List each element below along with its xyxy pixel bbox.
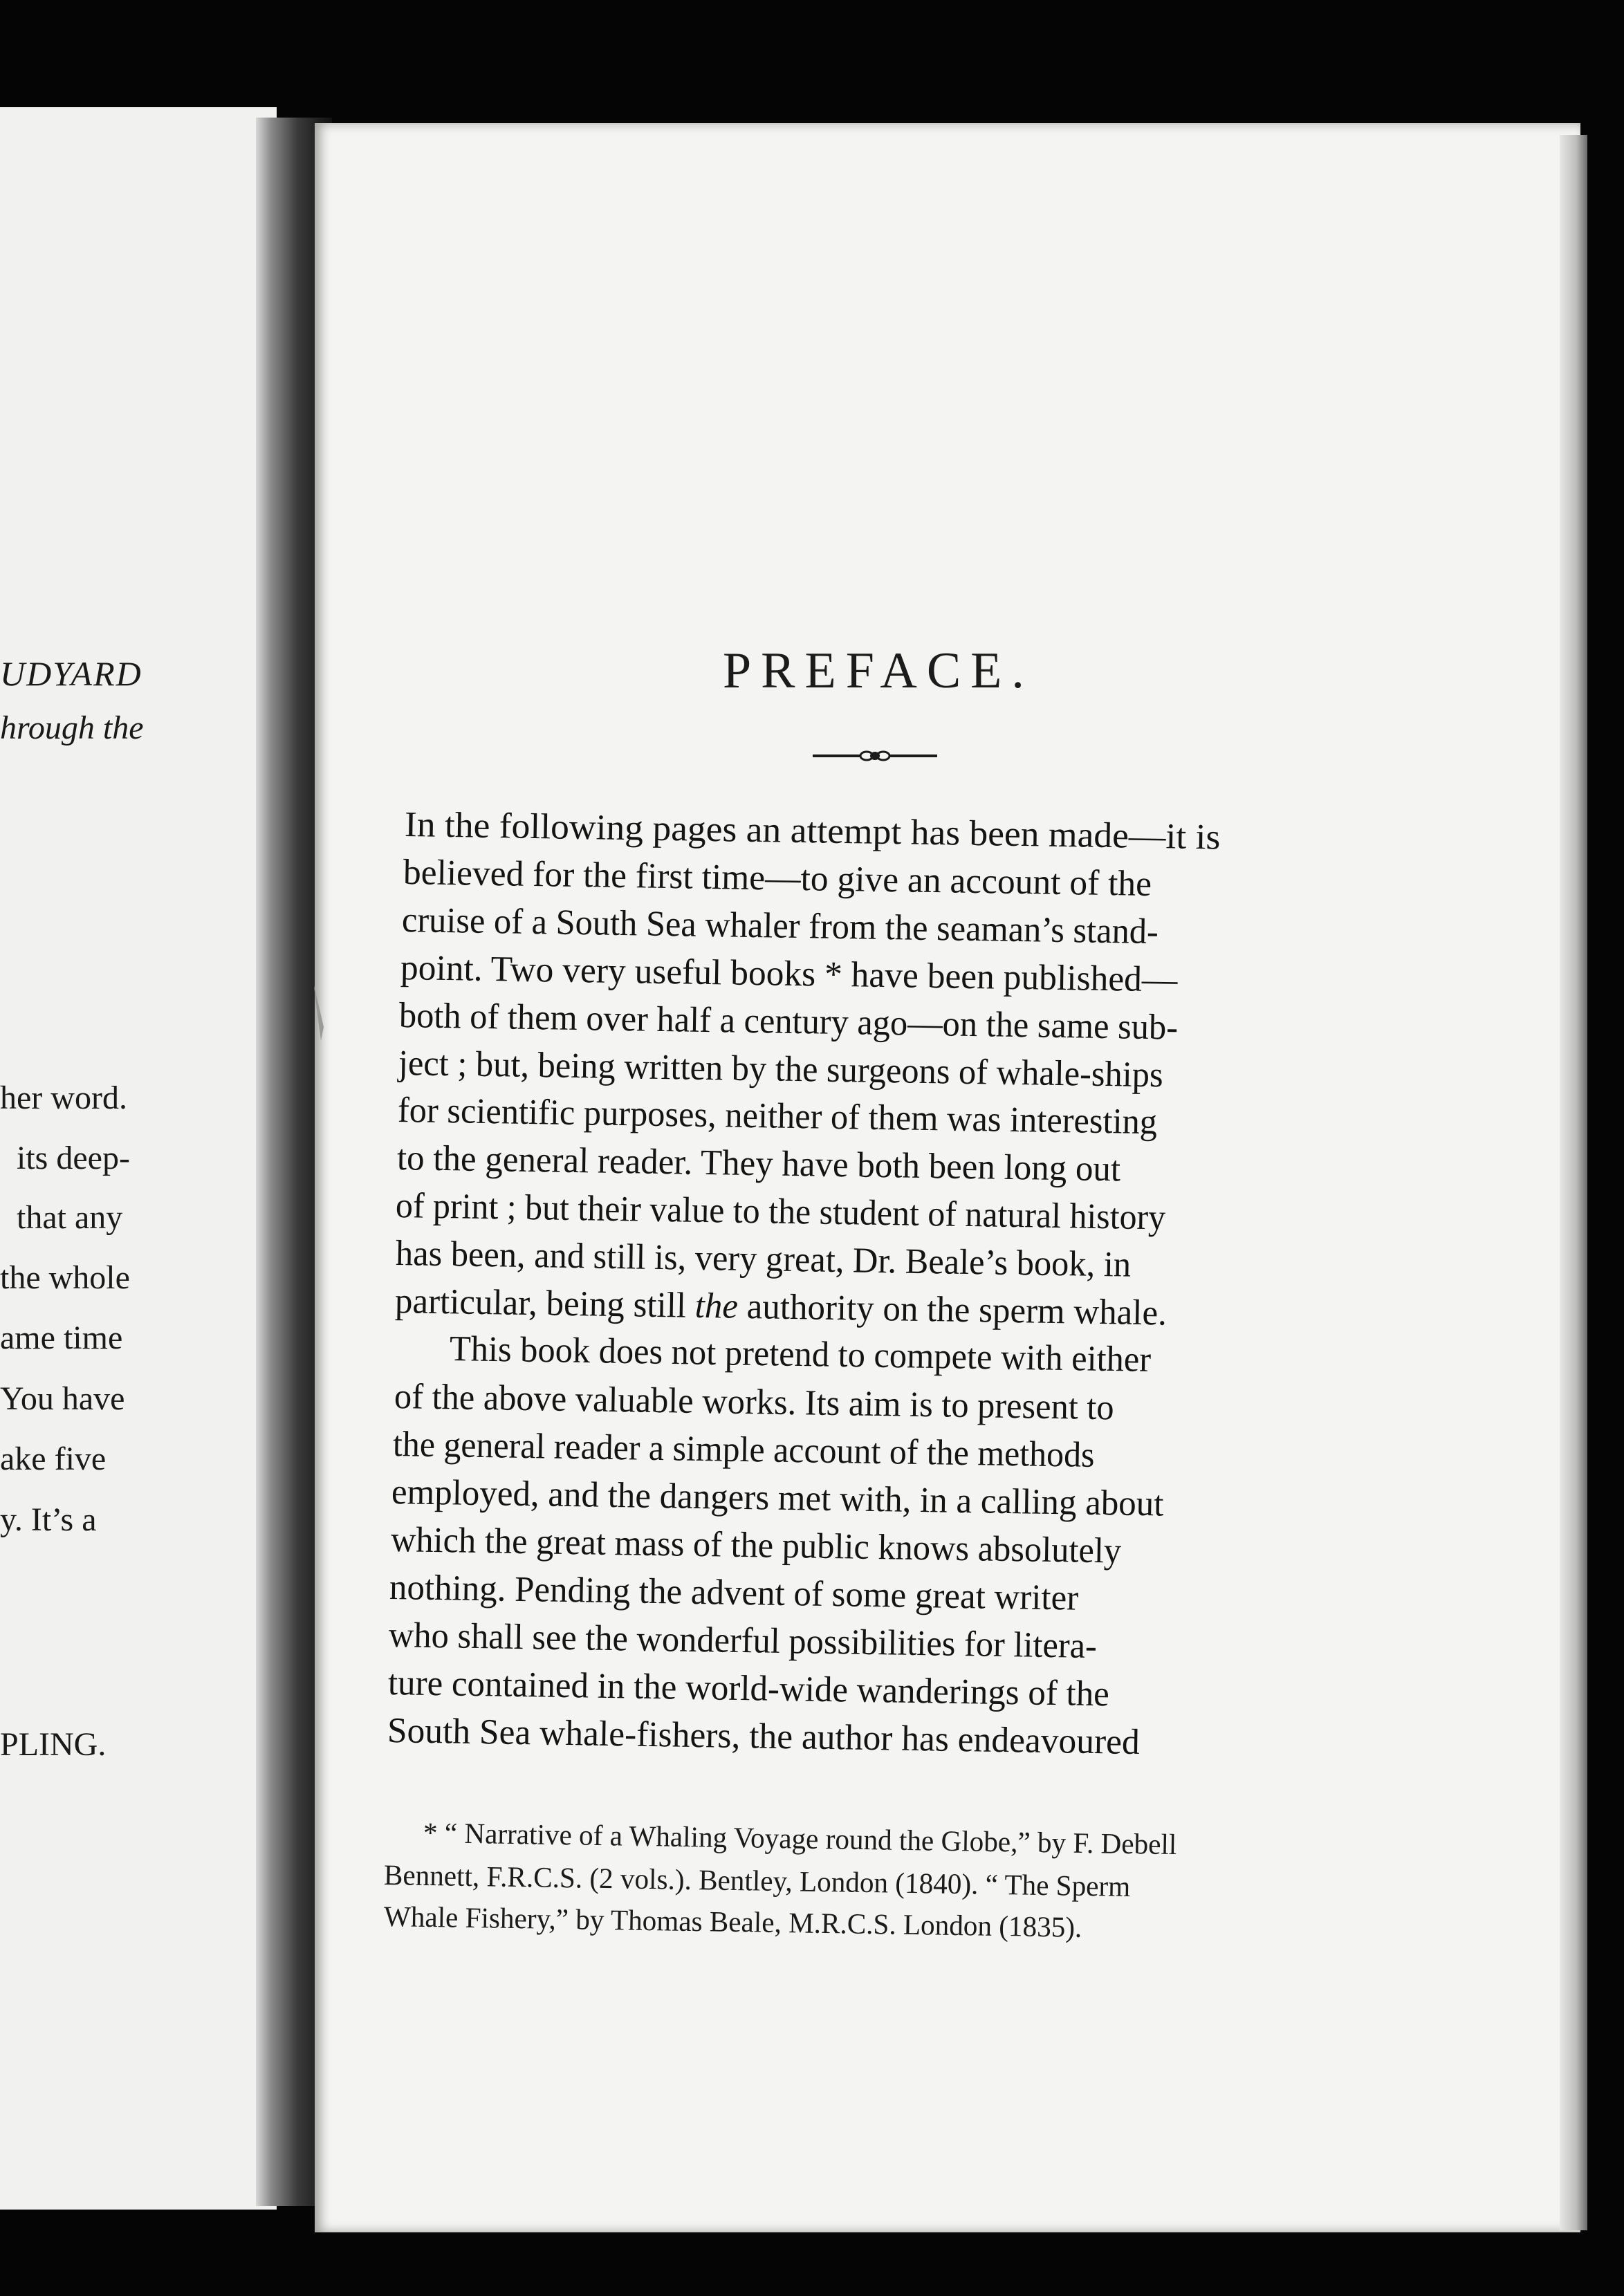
body-line: employed, and the dangers met with, in a calling about xyxy=(391,1472,1164,1524)
footnote-line: Bennett, F.R.C.S. (2 vols.). Bentley, London (1840). “ The Sperm xyxy=(383,1860,1131,1903)
left-page-line: y. It’s a xyxy=(0,1501,97,1538)
body-line: ject ; but, being written by the surgeons of whale-ships xyxy=(398,1044,1164,1095)
body-line: South Sea whale-fishers, the author has endeavoured xyxy=(387,1711,1141,1763)
body-line: which the great mass of the public knows absolutely xyxy=(390,1520,1122,1571)
left-page-line: You have xyxy=(0,1380,125,1417)
body-line: This book does not pretend to compete with either xyxy=(449,1329,1152,1380)
left-page-line: ame time xyxy=(0,1320,123,1356)
body-text-span: authority on the sperm whale. xyxy=(746,1286,1168,1333)
ornament-rule-icon xyxy=(813,746,937,766)
body-line: nothing. Pending the advent of some great writer xyxy=(389,1568,1079,1618)
left-page xyxy=(0,107,277,2210)
page-edge xyxy=(1560,135,1587,2230)
left-page-line: PLING. xyxy=(0,1726,107,1763)
body-text-span: particular, being still xyxy=(394,1281,687,1326)
body-line: point. Two very useful books * have been published— xyxy=(400,948,1178,1000)
left-page-line: its deep- xyxy=(17,1140,130,1176)
body-line: who shall see the wonderful possibilities for litera- xyxy=(388,1615,1098,1667)
body-line: believed for the first time—to give an account of the xyxy=(403,853,1152,904)
page-tab-mark xyxy=(313,985,325,1041)
body-line: both of them over half a century ago—on the same sub- xyxy=(398,996,1179,1048)
body-line: for scientific purposes, neither of them was interesting xyxy=(397,1091,1158,1142)
left-page-line: that any xyxy=(17,1199,123,1236)
body-line: In the following pages an attempt has been made—it is xyxy=(404,805,1221,858)
body-line: to the general reader. They have both been long out xyxy=(396,1138,1121,1189)
body-line: of print ; but their value to the student of natural history xyxy=(395,1186,1166,1238)
left-page-line: her word. xyxy=(0,1080,127,1116)
body-line: the general reader a simple account of the methods xyxy=(392,1425,1095,1475)
body-line: has been, and still is, very great, Dr. Beale’s book, in xyxy=(395,1234,1132,1285)
left-page-line: hrough the xyxy=(0,710,144,746)
footnote-line: * “ Narrative of a Whaling Voyage round the Globe,” by F. Debell xyxy=(423,1817,1177,1862)
body-line: of the above valuable works. Its aim is to present to xyxy=(394,1377,1115,1428)
left-page-line: the whole xyxy=(0,1259,130,1296)
page-heading: PREFACE. xyxy=(723,642,1034,699)
body-line: ture contained in the world-wide wanderings of the xyxy=(387,1663,1110,1714)
left-page-line: ake five xyxy=(0,1441,107,1477)
body-line: cruise of a South Sea whaler from the seaman’s stand- xyxy=(401,900,1159,952)
left-page-line: UDYARD xyxy=(0,654,142,693)
body-text-italic: the xyxy=(694,1286,739,1326)
footnote-line: Whale Fishery,” by Thomas Beale, M.R.C.S. London (1835). xyxy=(383,1901,1082,1944)
